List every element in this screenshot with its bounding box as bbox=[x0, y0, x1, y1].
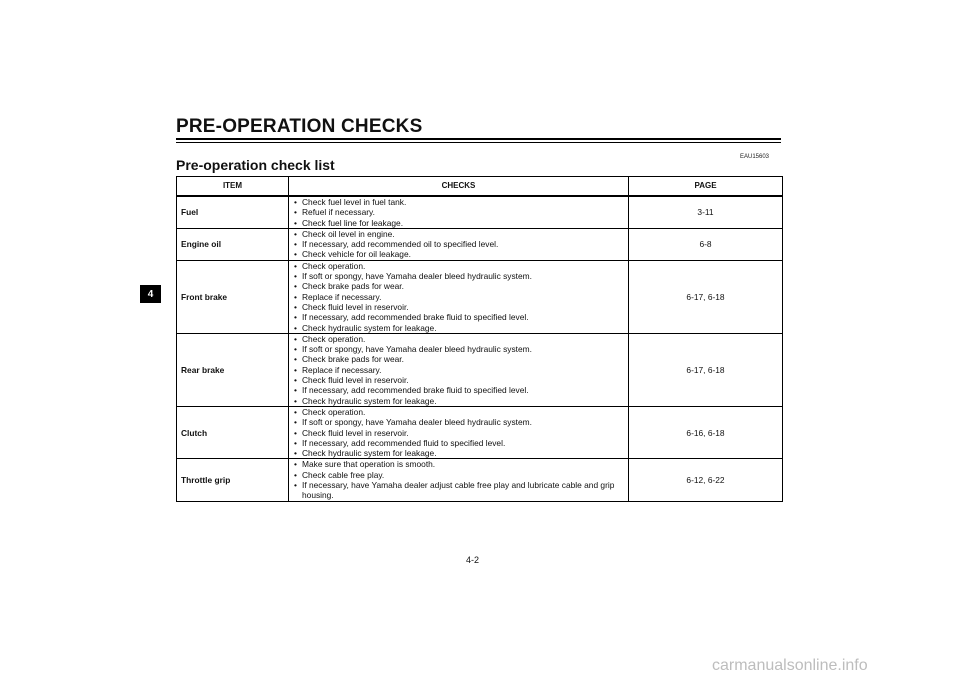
check-item: • Check hydraulic system for leakage. bbox=[302, 323, 624, 333]
check-item: • If soft or spongy, have Yamaha dealer bleed hydraulic system. bbox=[302, 344, 624, 354]
header-rule-thin bbox=[176, 142, 781, 143]
chapter-tab: 4 bbox=[140, 285, 161, 303]
page-number: 4-2 bbox=[466, 555, 480, 565]
row-item-label: Rear brake bbox=[177, 333, 289, 406]
column-header-page: PAGE bbox=[629, 177, 783, 197]
checks-list bbox=[293, 261, 624, 333]
check-item: • Check oil level in engine. bbox=[302, 229, 624, 239]
check-item: • If necessary, add recommended fluid to specified level. bbox=[302, 438, 624, 448]
check-item: • Check brake pads for wear. bbox=[302, 354, 624, 364]
check-item: • Check operation. bbox=[302, 261, 624, 271]
table-row bbox=[177, 459, 783, 501]
row-item-label: Throttle grip bbox=[177, 459, 289, 501]
row-checks-cell bbox=[289, 406, 629, 458]
check-item: • Check fluid level in reservoir. bbox=[302, 428, 624, 438]
row-checks-cell bbox=[289, 333, 629, 406]
list-title: Pre-operation check list bbox=[176, 157, 335, 173]
checks-list bbox=[293, 229, 624, 260]
check-item: • If soft or spongy, have Yamaha dealer bleed hydraulic system. bbox=[302, 417, 624, 427]
row-item-label: Engine oil bbox=[177, 228, 289, 260]
check-item: • If necessary, add recommended brake fluid to specified level. bbox=[302, 312, 624, 322]
row-item-label: Front brake bbox=[177, 260, 289, 333]
check-item: • Check fluid level in reservoir. bbox=[302, 302, 624, 312]
check-item: • Make sure that operation is smooth. bbox=[302, 459, 624, 469]
row-item-label: Clutch bbox=[177, 406, 289, 458]
checks-list bbox=[293, 197, 624, 228]
check-item: • Check brake pads for wear. bbox=[302, 281, 624, 291]
check-item: • If soft or spongy, have Yamaha dealer bleed hydraulic system. bbox=[302, 271, 624, 281]
row-page-reference: 6-12, 6-22 bbox=[629, 459, 783, 501]
check-item: • Check hydraulic system for leakage. bbox=[302, 448, 624, 458]
table-header-row bbox=[177, 177, 783, 197]
check-item: • Check vehicle for oil leakage. bbox=[302, 249, 624, 259]
table-row bbox=[177, 406, 783, 458]
table-row bbox=[177, 333, 783, 406]
check-item: • If necessary, add recommended brake fluid to specified level. bbox=[302, 385, 624, 395]
checks-list bbox=[293, 459, 624, 500]
row-page-reference: 6-16, 6-18 bbox=[629, 406, 783, 458]
document-code: EAU15603 bbox=[740, 154, 770, 160]
row-checks-cell bbox=[289, 260, 629, 333]
row-page-reference: 3-11 bbox=[629, 196, 783, 228]
table-row bbox=[177, 228, 783, 260]
watermark: carmanualsonline.info bbox=[712, 657, 868, 674]
row-page-reference: 6-8 bbox=[629, 228, 783, 260]
row-checks-cell bbox=[289, 459, 629, 501]
check-item: • Check operation. bbox=[302, 407, 624, 417]
check-item: • Check operation. bbox=[302, 334, 624, 344]
check-item: • Check hydraulic system for leakage. bbox=[302, 396, 624, 406]
row-item-label: Fuel bbox=[177, 196, 289, 228]
check-item: • If necessary, add recommended oil to specified level. bbox=[302, 239, 624, 249]
check-item: • Refuel if necessary. bbox=[302, 207, 624, 217]
header-rule-thick bbox=[176, 138, 781, 140]
checks-list bbox=[293, 334, 624, 406]
row-page-reference: 6-17, 6-18 bbox=[629, 260, 783, 333]
check-item: • If necessary, have Yamaha dealer adjust cable free play and lubricate cable and grip housing. bbox=[302, 480, 624, 501]
row-checks-cell bbox=[289, 196, 629, 228]
check-item: • Replace if necessary. bbox=[302, 292, 624, 302]
check-item: • Check fuel level in fuel tank. bbox=[302, 197, 624, 207]
table-row bbox=[177, 260, 783, 333]
table-row bbox=[177, 196, 783, 228]
check-item: • Replace if necessary. bbox=[302, 365, 624, 375]
check-item: • Check fluid level in reservoir. bbox=[302, 375, 624, 385]
row-page-reference: 6-17, 6-18 bbox=[629, 333, 783, 406]
section-title: PRE-OPERATION CHECKS bbox=[176, 116, 423, 137]
column-header-checks: CHECKS bbox=[289, 177, 629, 197]
checks-list bbox=[293, 407, 624, 458]
row-checks-cell bbox=[289, 228, 629, 260]
pre-operation-check-table bbox=[176, 176, 783, 502]
column-header-item: ITEM bbox=[177, 177, 289, 197]
check-item: • Check fuel line for leakage. bbox=[302, 218, 624, 228]
check-item: • Check cable free play. bbox=[302, 470, 624, 480]
table-body bbox=[177, 196, 783, 501]
